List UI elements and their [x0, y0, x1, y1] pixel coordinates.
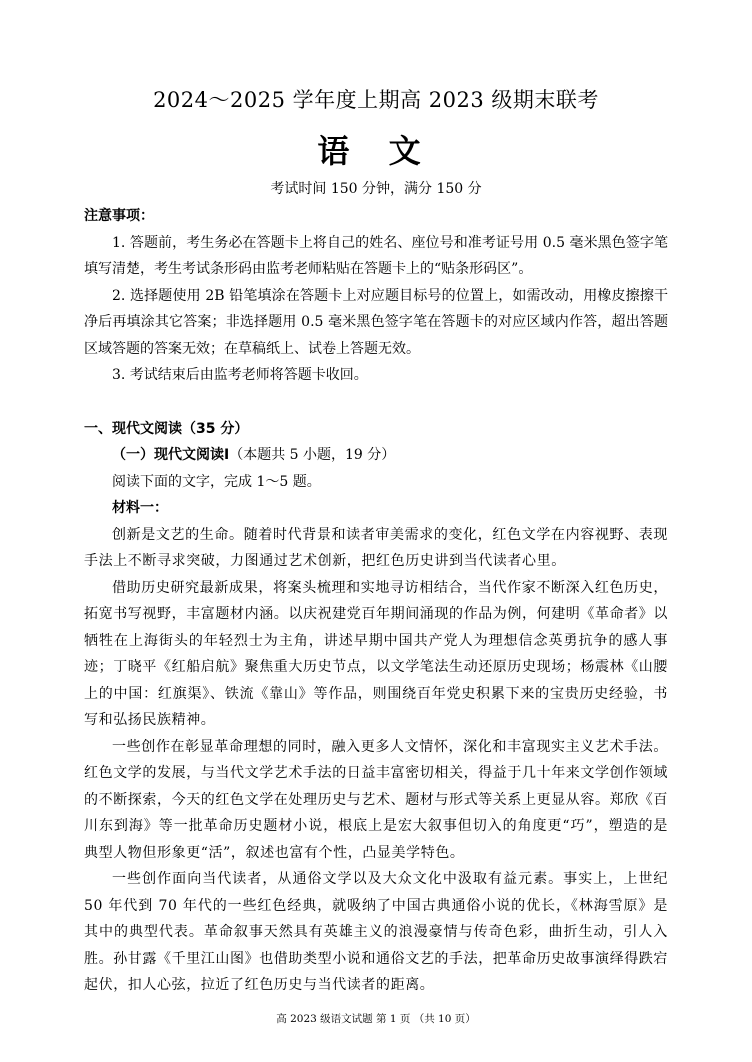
subsection-heading — [84, 442, 668, 469]
spacer — [84, 389, 668, 416]
article-paragraph-1: 创新是文艺的生命。随着时代背景和读者审美需求的变化，红色文学在内容视野、表现手法上不断寻求突破，力图通过艺术创新，把红色历史讲到当代读者心里。 — [84, 526, 668, 569]
exam-title: 2024～2025 学年度上期高 2023 级期末联考 — [153, 88, 599, 112]
notice-item-3: 3. 考试结束后由监考老师将答题卡收回。 — [112, 367, 368, 383]
notice-heading: 注意事项： — [84, 208, 154, 224]
exam-body — [84, 203, 668, 999]
notice-item-1: 1. 答题前，考生务必在答题卡上将自己的姓名、座位号和准考证号用 0.5 毫米黑色签字笔填写清楚，考生考试条形码由监考老师粘贴在答题卡上的“贴条形码区”。 — [84, 234, 668, 277]
article-paragraph-3: 一些创作在彰显革命理想的同时，融入更多人文情怀，深化和丰富现实主义艺术手法。红色文学的发展，与当代文学艺术手法的日益丰富密切相关，得益于几十年来文学创作领域的不断探索，今天的红色文学在处理历史与艺术、题材与形式等关系上更显从容。郑欣《百川东到海》等一批革命历史题材小说，根底上是宏大叙事但切入的角度更“巧”，塑造的是典型人物但形象更“活”，叙述也富有个性，凸显美学特色。 — [84, 738, 668, 861]
article-paragraph-4: 一些创作面向当代读者，从通俗文学以及大众文化中汲取有益元素。事实上，上世纪 50 年代到 70 年代的一些红色经典，就吸纳了中国古典通俗小说的优长，《林海雪原》是其中的典型代表。革命叙事天然具有英雄主义的浪漫豪情与传奇色彩，曲折生动，引人入胜。孙甘露《千里江山图》也借助类型小说和通俗文艺的手法，把革命历史故事演绎得跌宕起伏，扣人心弦，拉近了红色历史与当代读者的距离。 — [84, 871, 668, 993]
reading-instruction: 阅读下面的文字，完成 1～5 题。 — [112, 473, 321, 490]
subsection-heading-rest: （本题共 5 小题，19 分） — [229, 447, 396, 463]
subject-title: 语 文 — [317, 132, 435, 170]
article-paragraph-2: 借助历史研究最新成果，将案头梳理和实地寻访相结合，当代作家不断深入红色历史，拓宽书写视野，丰富题材内涵。以庆祝建党百年期间涌现的作品为例，何建明《革命者》以牺牲在上海街头的年轻烈士为主角，讲述早期中国共产党人为理想信念英勇抗争的感人事迹；丁晓平《红船启航》聚焦重大历史节点，以文学笔法生动还原历史现场；杨震林《山腰上的中国：红旗渠》、铁流《靠山》等作品，则围绕百年党史积累下来的宝贵历史经验，书写和弘扬民族精神。 — [84, 579, 668, 728]
page-footer: 高 2023 级语文试题 第 1 页 （共 10 页） — [276, 1013, 476, 1025]
material-label: 材料一： — [112, 500, 168, 516]
notice-item-2: 2. 选择题使用 2B 铅笔填涂在答题卡上对应题目标号的位置上，如需改动，用橡皮擦擦干净后再填涂其它答案；非选择题用 0.5 毫米黑色签字笔在答题卡的对应区域内作答，超出答题区域答题的答案无效；在草稿纸上、试卷上答题无效。 — [84, 287, 668, 357]
subsection-heading-bold: （一）现代文阅读Ⅰ — [112, 447, 230, 463]
section-heading: 一、现代文阅读（35 分） — [84, 420, 249, 437]
exam-info: 考试时间 150 分钟，满分 150 分 — [270, 181, 482, 197]
